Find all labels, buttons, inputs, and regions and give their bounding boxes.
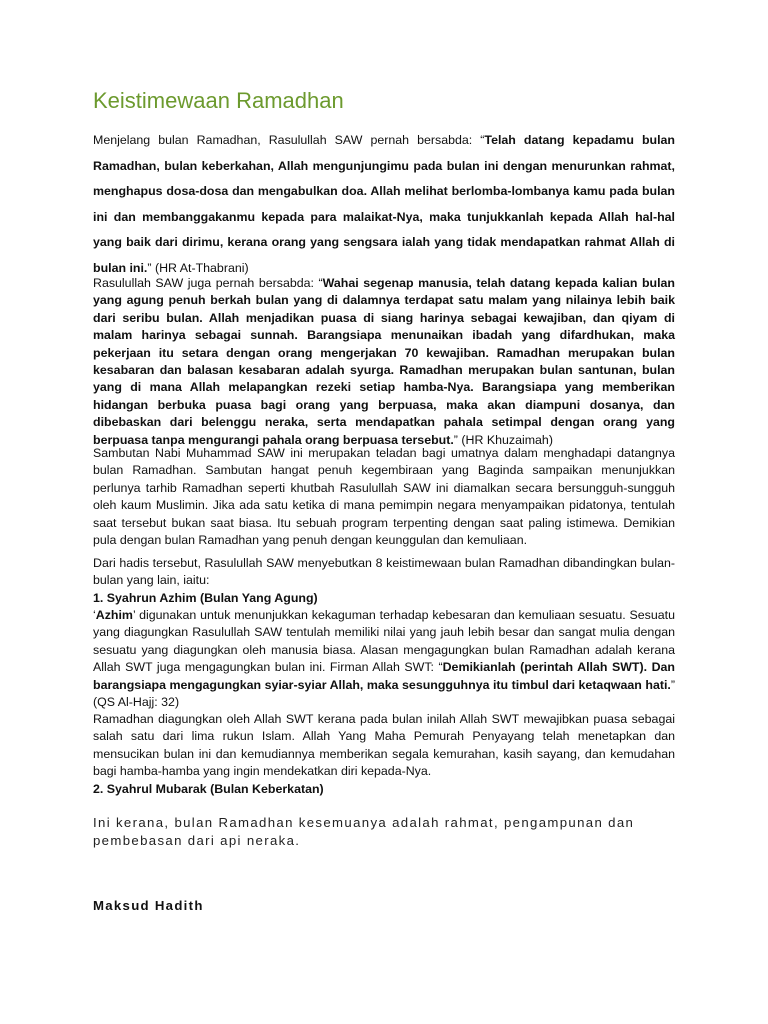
quran-source: ” (QS Al-Hajj: 32) xyxy=(93,677,675,710)
document-title: Keistimewaan Ramadhan xyxy=(93,88,344,113)
paragraph-hadith-khuzaimah xyxy=(93,275,675,449)
paragraph-rahmat: Ini kerana, bulan Ramadhan kesemuanya adalah rahmat, pengampunan dan pembebasan dari api neraka. xyxy=(93,815,635,848)
term-azhim: Azhim xyxy=(95,608,133,622)
hadith-source: ” (HR At-Thabrani) xyxy=(147,260,249,275)
paragraph-sambutan: Sambutan Nabi Muhammad SAW ini merupakan teladan bagi umatnya dalam menghadapi datangnya bulan Ramadhan. Sambutan hangat penuh kegembiraan yang Baginda sampaikan menunjukkan perlunya tarhib Ramadhan seperti khutbah Rasulullah SAW ini diamalkan secara bersungguh-sungguh oleh kaum Muslimin. Jika ada satu ketika di mana pemimpin negara menyampaikan pidatonya, tentulah saat tersebut bukan saat biasa. Itu sebuah program terpenting dengan saat paling istimewa. Demikian pula dengan bulan Ramadhan yang penuh dengan keunggulan dan kemuliaan. xyxy=(93,446,675,548)
paragraph-ramadhan-diagungkan: Ramadhan diagungkan oleh Allah SWT kerana pada bulan inilah Allah SWT mewajibkan puasa sebagai salah satu dari lima rukun Islam. Allah Yang Maha Pemurah Penyayang telah menetapkan dan mensucikan bulan ini dan kemudiannya memberikan segala kemurahan, kasih sayang, dan kemudahan bagi hamba-hamba yang ingin mendekatkan diri kepada-Nya. xyxy=(93,712,675,779)
open-quote: ‘ xyxy=(93,608,96,622)
paragraph-hadith-thabrani xyxy=(93,128,675,281)
paragraph-intro: Rasulullah SAW juga pernah bersabda: “ xyxy=(93,276,323,290)
hadith-source: ” (HR Khuzaimah) xyxy=(453,432,553,447)
section-heading-syahrun-azhim: 1. Syahrun Azhim (Bulan Yang Agung) xyxy=(93,591,318,605)
hadith-quote: Wahai segenap manusia, telah datang kepada kalian bulan yang agung penuh berkah bulan yang di dalamnya terdapat satu malam yang nilainya lebih baik dari seribu bulan. Allah menjadikan puasa di siang harinya sebagai kewajiban, dan qiyam di malam harinya sebagai sunnah. Barangsiapa menunaikan ibadah yang difardhukan, maka pekerjaan itu setara dengan orang mengerjakan 70 kewajiban. Ramadhan merupakan bulan kesabaran dan balasan kesabaran adalah syurga. Ramadhan merupakan bulan santunan, bulan yang di mana Allah melapangkan rezeki setiap hamba-Nya. Barangsiapa yang memberikan hidangan berbuka puasa bagi orang yang berpuasa, maka akan diampuni dosanya, dan dibebaskan dari belenggu neraka, serta mendapatkan pahala setimpal dengan orang yang berpuasa tanpa mengurangi pahala orang berpuasa tersebut. xyxy=(93,276,676,447)
paragraph-intro: Menjelang bulan Ramadhan, Rasulullah SAW pernah bersabda: “ xyxy=(93,133,485,147)
paragraph-list-intro: Dari hadis tersebut, Rasulullah SAW menyebutkan 8 keistimewaan bulan Ramadhan dibandingkan bulan-bulan yang lain, iaitu: xyxy=(93,556,675,588)
quran-quote: Demikianlah (perintah Allah SWT). Dan barangsiapa mengagungkan syiar-syiar Allah, maka sesungguhnya itu timbul dari ketaqwaan hati. xyxy=(93,660,675,692)
paragraph-azhim xyxy=(93,607,675,711)
paragraph-body: ’ digunakan untuk menunjukkan kekaguman terhadap kebesaran dan kemuliaan sesuatu. Sesuatu yang diagungkan Rasulullah SAW tentulah memiliki nilai yang jauh lebih besar dan sangat mulia dengan sesuatu yang diagungkan oleh manusia biasa. Alasan mengagungkan bulan Ramadhan adalah kerana Allah SWT juga mengagungkan bulan ini. Firman Allah SWT: “ xyxy=(93,608,675,675)
section-heading-syahrul-mubarak: 2. Syahrul Mubarak (Bulan Keberkatan) xyxy=(93,782,324,796)
hadith-quote: Telah datang kepadamu bulan Ramadhan, bulan keberkahan, Allah mengunjungimu pada bulan ini dengan menurunkan rahmat, menghapus dosa-dosa dan mengabulkan doa. Allah melihat berlomba-lombanya kamu pada bulan ini dan membanggakanmu kepada para malaikat-Nya, maka tunjukkanlah kepada Allah hal-hal yang baik dari dirimu, kerana orang yang sengsara ialah yang tidak mendapatkan rahmat Allah di bulan ini. xyxy=(93,133,675,275)
section-heading-maksud-hadith: Maksud Hadith xyxy=(93,898,204,913)
